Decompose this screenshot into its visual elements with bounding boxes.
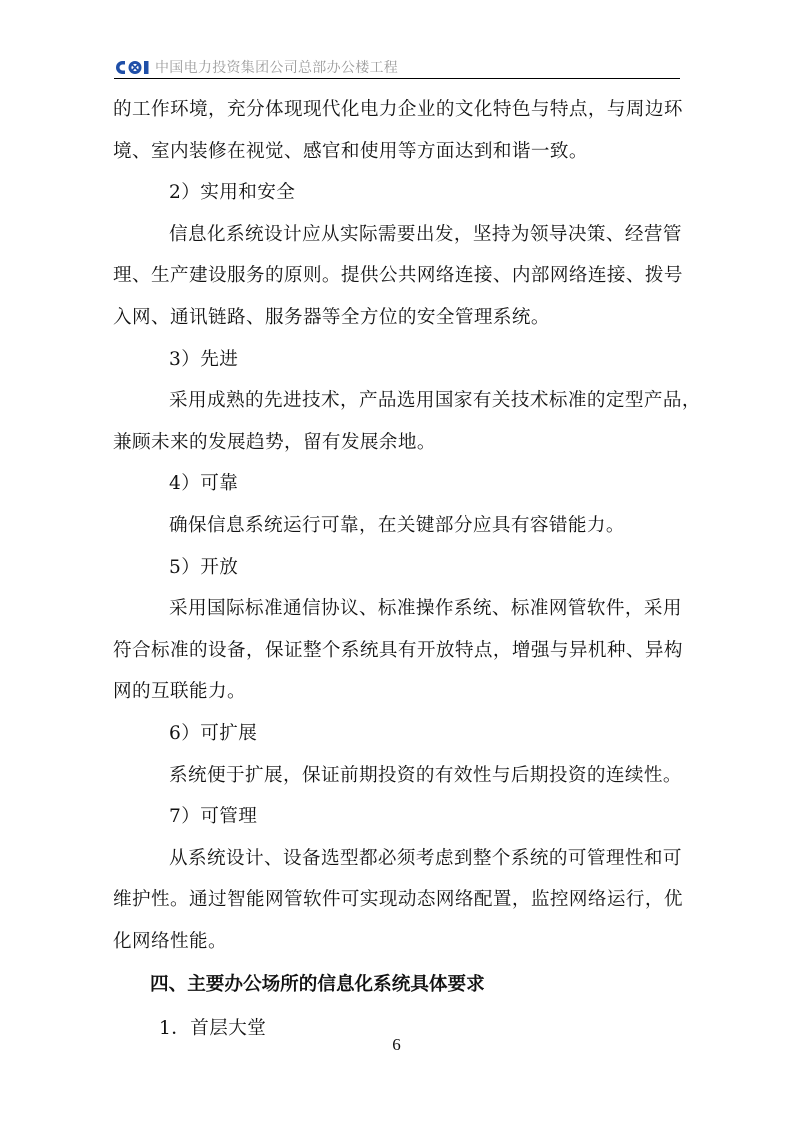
item-heading: 2）实用和安全 bbox=[169, 182, 296, 204]
item-heading: 4）可靠 bbox=[169, 473, 239, 495]
text-line: 从系统设计、设备选型都必须考虑到整个系统的可管理性和可 bbox=[169, 847, 682, 869]
text-line: 兼顾未来的发展趋势，留有发展余地。 bbox=[113, 431, 436, 453]
page-number: 6 bbox=[392, 1035, 401, 1054]
subsection-heading: 1．首层大堂 bbox=[159, 1018, 267, 1040]
text-line: 网的互联能力。 bbox=[113, 681, 246, 703]
cpi-logo-icon bbox=[114, 59, 152, 76]
document-body bbox=[113, 89, 701, 1050]
header-divider bbox=[114, 78, 680, 79]
header-title: 中国电力投资集团公司总部办公楼工程 bbox=[155, 60, 399, 76]
text-line: 信息化系统设计应从实际需要出发，坚持为领导决策、经营管 bbox=[169, 223, 682, 245]
text-line: 确保信息系统运行可靠，在关键部分应具有容错能力。 bbox=[169, 514, 625, 536]
text-line: 采用成熟的先进技术，产品选用国家有关技术标准的定型产品， bbox=[169, 390, 701, 412]
text-line: 符合标准的设备，保证整个系统具有开放特点，增强与异机种、异构 bbox=[113, 639, 683, 661]
text-line: 采用国际标准通信协议、标准操作系统、标准网管软件，采用 bbox=[169, 598, 682, 620]
text-line: 入网、通讯链路、服务器等全方位的安全管理系统。 bbox=[113, 306, 550, 328]
item-heading: 7）可管理 bbox=[169, 806, 258, 828]
item-heading: 3）先进 bbox=[169, 348, 239, 370]
text-line: 理、生产建设服务的原则。提供公共网络连接、内部网络连接、拨号 bbox=[113, 265, 683, 287]
text-line: 的工作环境，充分体现现代化电力企业的文化特色与特点，与周边环 bbox=[113, 99, 683, 120]
text-line: 化网络性能。 bbox=[113, 930, 227, 952]
item-heading: 6）可扩展 bbox=[169, 722, 258, 744]
text-line: 系统便于扩展，保证前期投资的有效性与后期投资的连续性。 bbox=[169, 764, 682, 786]
section-heading: 四、主要办公场所的信息化系统具体要求 bbox=[150, 974, 485, 996]
page-header bbox=[114, 56, 680, 78]
item-heading: 5）开放 bbox=[169, 556, 239, 578]
text-line: 境、室内装修在视觉、感官和使用等方面达到和谐一致。 bbox=[113, 140, 588, 162]
text-line: 维护性。通过智能网管软件可实现动态网络配置，监控网络运行，优 bbox=[113, 889, 683, 911]
